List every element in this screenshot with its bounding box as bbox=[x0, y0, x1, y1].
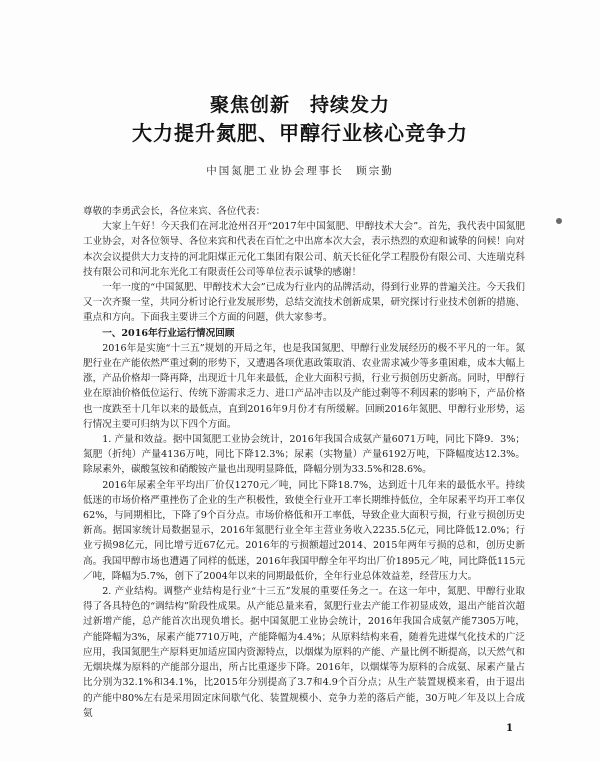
paragraph-intro: 一年一度的“中国氮肥、甲醇技术大会”已成为行业内的品牌活动，得到行业界的普遍关注。今天我们又一次齐聚一堂，共同分析讨论行业发展形势，总结交流技术创新成果，研究探讨行业技术创新的措施、重点和方向。下面我主要讲三个方面的问题，供大家参考。 bbox=[83, 282, 525, 324]
section-heading: 一、2016年行业运行情况回顾 bbox=[102, 327, 235, 339]
paragraph-greeting: 大家上午好！今天我们在河北沧州召开“2017年中国氮肥、甲醇技术大会”。首先，我代表中国氮肥工业协会，对各位领导、各位来宾和代表在百忙之中出席本次大会，表示热烈的欢迎和诚挚的问候！向对本次会议提供大力支持的河北阳煤正元化工集团有限公司、航天长征化学工程股份有限公司、大连瑞克科技有限公司和河北东光化工有限责任公司等单位表示诚挚的感谢！ bbox=[83, 221, 525, 278]
title-line-1: 聚焦创新 持续发力 bbox=[209, 94, 390, 116]
paragraph-output: 1. 产量和效益。据中国氮肥工业协会统计，2016年我国合成氨产量6071万吨，同比下降9．3%；氮肥（折纯）产量4136万吨，同比下降12.3%；尿素（实物量）产量6192万吨，下降幅度达12.3%。除尿素外，碳酸氢铵和硝酸铵产量也出现明显降低，降幅分别为33.5%和28.6%。 bbox=[83, 434, 525, 476]
paragraph-salutation: 尊敬的李勇武会长，各位来宾、各位代表： bbox=[83, 206, 266, 217]
page-number: 1 bbox=[506, 723, 513, 734]
author-byline: 中国氮肥工业协会理事长 顾宗勤 bbox=[206, 165, 394, 177]
paragraph-price: 2016年尿素全年平均出厂价仅1270元／吨，同比下降18.7%，达到近十几年来的最低水平。持续低迷的市场价格严重挫伤了企业的生产积极性，致使全行业开工率长期维持低位，全年尿素平均开工率仅62%，与同期相比，下降了9个百分点。市场价格低和开工率低，导致企业大面积亏损，行业亏损创历史新高。据国家统计局数据显示，2016年氮肥行业全年主营业务收入2235.5亿元，同比降低12.0%；行业亏损98亿元，同比增亏近67亿元。2016年的亏损额超过2014、2015年两年亏损的总和，创历史新高。我国甲醇市场也遭遇了同样的低迷，2016年我国甲醇全年平均出厂价1895元／吨，同比降低115元／吨，降幅为5.7%，创下了2004年以来的同期最低价，全年行业总体效益差，经营压力大。 bbox=[83, 479, 525, 582]
scan-speck bbox=[556, 218, 562, 224]
article-title bbox=[0, 92, 600, 146]
article-body bbox=[83, 204, 525, 721]
title-line-2: 大力提升氮肥、甲醇行业核心竞争力 bbox=[132, 121, 468, 145]
paragraph-overview: 2016年是实施“十三五”规划的开局之年，也是我国氮肥、甲醇行业发展经历的极不平凡的一年。氮肥行业在产能依然严重过剩的形势下，又遭遇各项优惠政策取消、农业需求减少等多重困难，成本大幅上涨，产品价格却一降再降，出现近十几年来最低，企业大面积亏损，行业亏损创历史新高。同时，甲醇行业在原油价格低位运行、传统下游需求乏力、进口产品冲击以及产能过剩等不利因素的影响下，产品价格也一度跌至十几年以来的最低点，直到2016年9月份才有所缓解。回顾2016年氮肥、甲醇行业形势，运行情况主要可归纳为以下四个方面。 bbox=[83, 342, 525, 430]
paragraph-structure: 2. 产业结构。调整产业结构是行业“十三五”发展的重要任务之一。在这一年中，氮肥、甲醇行业取得了各具特色的“调结构”阶段性成果。从产能总量来看，氮肥行业去产能工作初显成效，退出产能首次超过新增产能，总产能首次出现负增长。据中国氮肥工业协会统计，2016年我国合成氨产能7305万吨，产能降幅为3%，尿素产能7710万吨，产能降幅为4.4%；从原料结构来看，随着先进煤气化技术的广泛应用，我国氮肥生产原料更加适应国内资源特点，以烟煤为原料的产能、产量比例不断提高，以天然气和无烟块煤为原料的产能部分退出，所占比重逐步下降。2016年，以烟煤等为原料的合成氨、尿素产量占比分别为32.1%和34.1%，比2015年分别提高了3.7和4.9个百分点；从生产装置规模来看，由于退出的产能中80%左右是采用固定床间歇气化、装置规模小、竞争力差的落后产能，30万吨／年及以上合成氨 bbox=[83, 586, 525, 719]
